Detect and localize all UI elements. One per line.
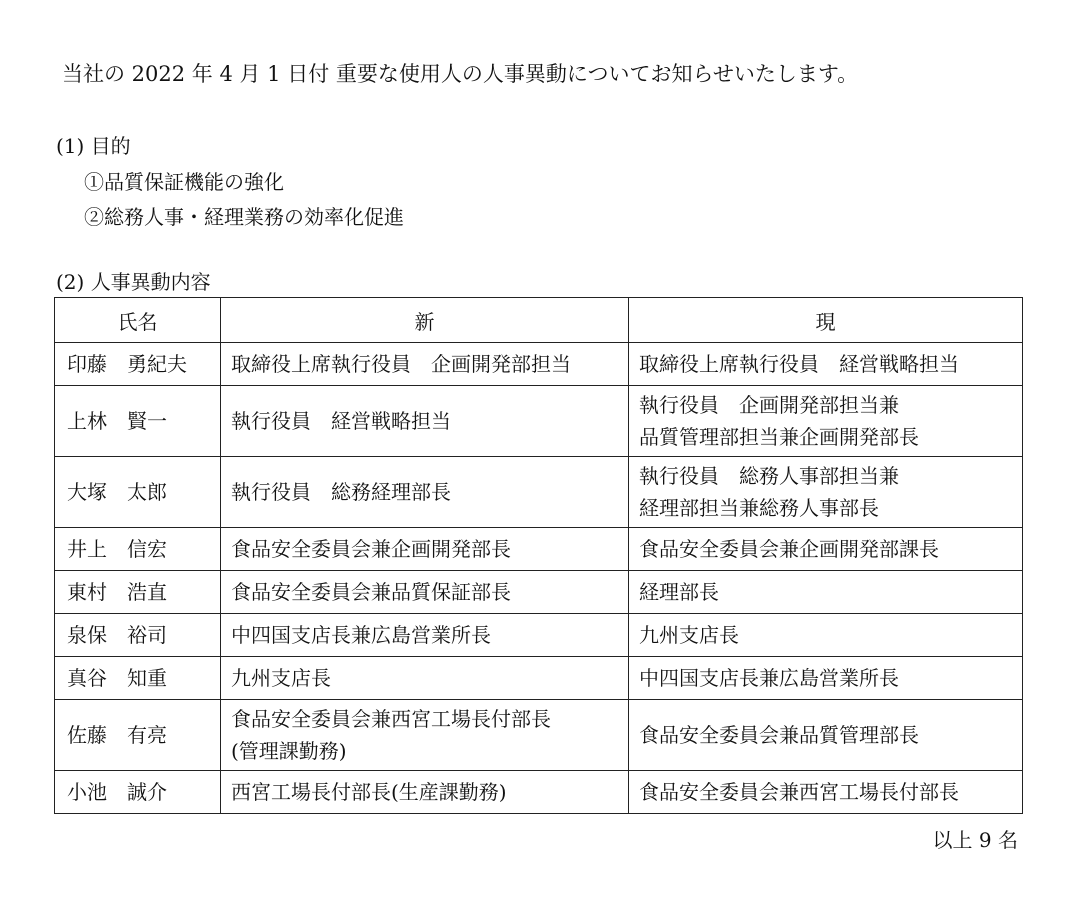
table-row: [55, 700, 1023, 771]
table-row: [55, 528, 1023, 571]
cell-name: 上林 賢一: [55, 386, 221, 457]
cell-current-position: [629, 528, 1023, 571]
cell-line: 中四国支店長兼広島営業所長: [639, 666, 899, 690]
cell-line: 執行役員 企画開発部担当兼: [639, 393, 899, 417]
cell-new-position: [221, 771, 629, 814]
cell-line: 食品安全委員会兼品質管理部長: [639, 723, 919, 747]
table-row: [55, 457, 1023, 528]
cell-name: 井上 信宏: [55, 528, 221, 571]
cell-line: 食品安全委員会兼西宮工場長付部長: [231, 707, 551, 731]
cell-line: 品質管理部担当兼企画開発部長: [639, 425, 919, 449]
cell-line: 取締役上席執行役員 経営戦略担当: [639, 352, 959, 376]
cell-current-position: [629, 657, 1023, 700]
cell-line: 九州支店長: [639, 623, 739, 647]
cell-current-position: [629, 457, 1023, 528]
table-row: [55, 571, 1023, 614]
cell-line: 執行役員 総務人事部担当兼: [639, 464, 899, 488]
cell-name: 泉保 裕司: [55, 614, 221, 657]
section-purpose-heading: (1) 目的: [56, 134, 131, 158]
header-name: 氏名: [55, 298, 221, 343]
table-body: [55, 343, 1023, 814]
table-row: [55, 657, 1023, 700]
header-new: 新: [221, 298, 629, 343]
cell-new-position: [221, 528, 629, 571]
personnel-table: [54, 297, 1023, 814]
table-header-row: [55, 298, 1023, 343]
cell-line: 食品安全委員会兼企画開発部長: [231, 537, 511, 561]
table-row: [55, 614, 1023, 657]
table-row: [55, 771, 1023, 814]
cell-current-position: [629, 343, 1023, 386]
cell-line: 執行役員 総務経理部長: [231, 480, 451, 504]
cell-name: 小池 誠介: [55, 771, 221, 814]
cell-new-position: [221, 386, 629, 457]
cell-line: (管理課勤務): [231, 739, 347, 763]
cell-name: 印藤 勇紀夫: [55, 343, 221, 386]
cell-new-position: [221, 700, 629, 771]
cell-line: 九州支店長: [231, 666, 331, 690]
cell-line: 取締役上席執行役員 企画開発部担当: [231, 352, 571, 376]
table-row: [55, 386, 1023, 457]
cell-new-position: [221, 457, 629, 528]
cell-line: 食品安全委員会兼品質保証部長: [231, 580, 511, 604]
cell-line: 経理部長: [639, 580, 719, 604]
cell-line: 西宮工場長付部長(生産課勤務): [231, 780, 507, 804]
cell-name: 東村 浩直: [55, 571, 221, 614]
cell-line: 食品安全委員会兼企画開発部課長: [639, 537, 939, 561]
purpose-item: ②総務人事・経理業務の効率化促進: [84, 205, 404, 229]
cell-name: 真谷 知重: [55, 657, 221, 700]
cell-current-position: [629, 571, 1023, 614]
cell-new-position: [221, 343, 629, 386]
cell-current-position: [629, 700, 1023, 771]
cell-current-position: [629, 771, 1023, 814]
cell-current-position: [629, 386, 1023, 457]
cell-name: 佐藤 有亮: [55, 700, 221, 771]
cell-current-position: [629, 614, 1023, 657]
cell-name: 大塚 太郎: [55, 457, 221, 528]
cell-line: 中四国支店長兼広島営業所長: [231, 623, 491, 647]
cell-line: 経理部担当兼総務人事部長: [639, 496, 879, 520]
header-current: 現: [629, 298, 1023, 343]
cell-new-position: [221, 571, 629, 614]
cell-new-position: [221, 614, 629, 657]
purpose-list: [84, 165, 404, 235]
cell-new-position: [221, 657, 629, 700]
section-personnel-heading: (2) 人事異動内容: [56, 270, 211, 294]
intro-text: 当社の 2022 年 4 月 1 日付 重要な使用人の人事異動についてお知らせいたします。: [62, 62, 859, 86]
purpose-item: ①品質保証機能の強化: [84, 170, 284, 194]
cell-line: 執行役員 経営戦略担当: [231, 409, 451, 433]
cell-line: 食品安全委員会兼西宮工場長付部長: [639, 780, 959, 804]
table-row: [55, 343, 1023, 386]
footer-total: 以上 9 名: [932, 828, 1018, 852]
